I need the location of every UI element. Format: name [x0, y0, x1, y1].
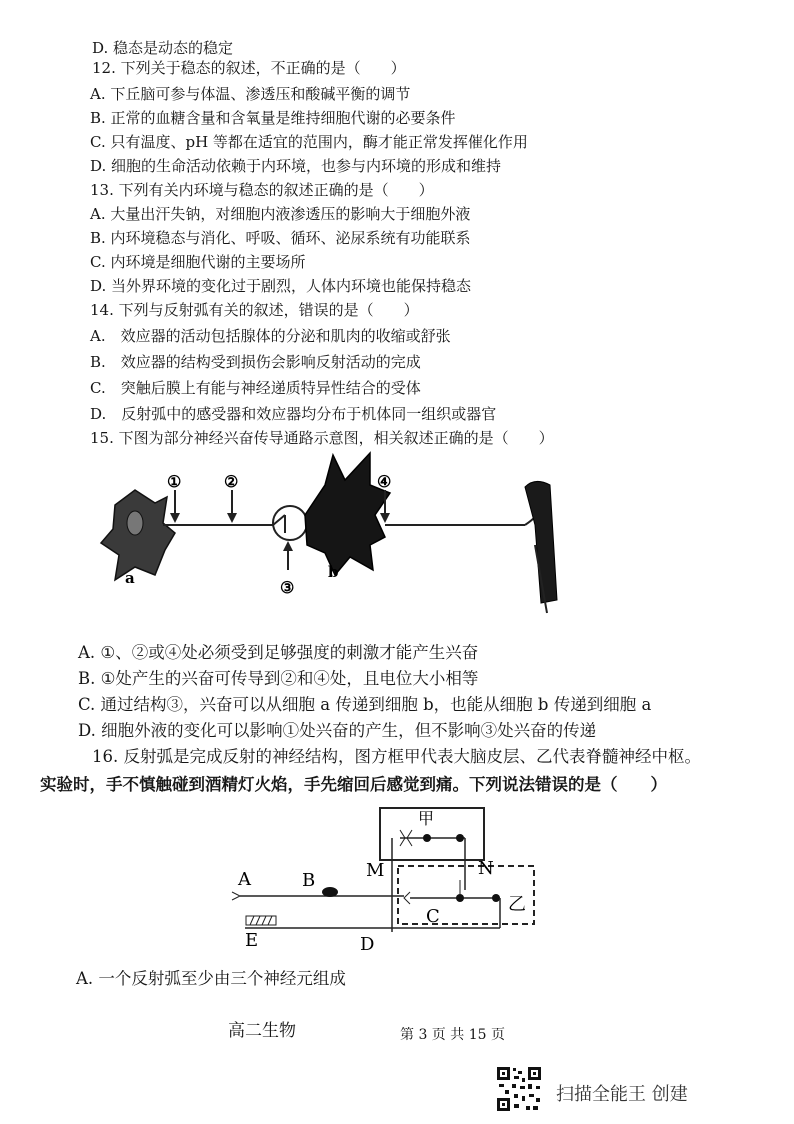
label-1: ①	[167, 472, 182, 491]
question-14: 14. 下列与反射弧有关的叙述，错误的是（ ）	[90, 301, 419, 319]
neuron-pathway-figure	[95, 445, 585, 615]
q12-option-a: A. 下丘脑可参与体温、渗透压和酸碱平衡的调节	[90, 85, 411, 103]
cell-a	[101, 490, 175, 580]
q13-option-a: A. 大量出汗失钠，对细胞内液渗透压的影响大于细胞外液	[90, 205, 471, 223]
footer-subject: 高二生物	[228, 1021, 296, 1041]
q15-option-c: C. 通过结构③，兴奋可以从细胞 a 传递到细胞 b，也能从细胞 b 传递到细胞 a	[78, 695, 652, 714]
question-12: 12. 下列关于稳态的叙述，不正确的是（ ）	[92, 59, 406, 77]
q14-option-b: B. 效应器的结构受到损伤会影响反射活动的完成	[90, 353, 421, 371]
question-16: 16. 反射弧是完成反射的神经结构，图方框甲代表大脑皮层、乙代表脊髓神经中枢。	[92, 747, 701, 766]
label-2: ②	[224, 472, 239, 491]
synapse-circle	[273, 506, 307, 540]
question-16-cont: 实验时，手不慎触碰到酒精灯火焰，手先缩回后感觉到痛。下列说法错误的是（ ）	[40, 775, 667, 794]
question-13: 13. 下列有关内环境与稳态的叙述正确的是（ ）	[90, 181, 434, 199]
reflex-arc-figure	[220, 800, 560, 960]
q12-option-d: D. 细胞的生命活动依赖于内环境，也参与内环境的形成和维持	[90, 157, 502, 175]
label-E: E	[245, 930, 259, 951]
label-a: a	[125, 569, 135, 587]
q15-option-a: A. ①、②或④处必须受到足够强度的刺激才能产生兴奋	[78, 643, 479, 662]
q13-option-b: B. 内环境稳态与消化、呼吸、循环、泌尿系统有功能联系	[90, 229, 471, 247]
label-b: b	[328, 563, 339, 581]
label-jia: 甲	[418, 809, 435, 828]
q15-option-d: D. 细胞外液的变化可以影响①处兴奋的产生，但不影响③处兴奋的传递	[78, 721, 597, 740]
q14-option-a: A. 效应器的活动包括腺体的分泌和肌肉的收缩或舒张	[90, 327, 451, 345]
q13-option-c: C. 内环境是细胞代谢的主要场所	[90, 253, 306, 271]
q14-option-c: C. 突触后膜上有能与神经递质特异性结合的受体	[90, 379, 421, 397]
label-yi: 乙	[508, 894, 526, 915]
q15-option-b: B. ①处产生的兴奋可传导到②和④处，且电位大小相等	[78, 669, 479, 688]
q13-option-d: D. 当外界环境的变化过于剧烈，人体内环境也能保持稳态	[90, 277, 472, 295]
muscle	[525, 481, 557, 603]
label-D: D	[360, 934, 375, 955]
footer-page: 第 3 页 共 15 页	[400, 1027, 505, 1043]
label-C: C	[426, 906, 440, 927]
scanner-watermark: 扫描全能王 创建	[556, 1084, 688, 1105]
q12-option-b: B. 正常的血糖含量和含氧量是维持细胞代谢的必要条件	[90, 109, 456, 127]
q14-option-d: D. 反射弧中的感受器和效应器均分布于机体同一组织或器官	[90, 405, 497, 423]
label-M: M	[366, 860, 385, 881]
label-A: A	[238, 869, 251, 890]
question-15: 15. 下图为部分神经兴奋传导通路示意图，相关叙述正确的是（ ）	[90, 429, 554, 447]
option-d-prev: D. 稳态是动态的稳定	[92, 39, 234, 57]
label-4: ④	[377, 472, 392, 491]
q12-option-c: C. 只有温度、pH 等都在适宜的范围内，酶才能正常发挥催化作用	[90, 133, 528, 151]
label-B: B	[302, 870, 316, 891]
label-N: N	[478, 858, 494, 879]
qr-code	[496, 1066, 542, 1112]
q16-option-a: A. 一个反射弧至少由三个神经元组成	[76, 969, 346, 988]
label-3: ③	[280, 578, 295, 597]
